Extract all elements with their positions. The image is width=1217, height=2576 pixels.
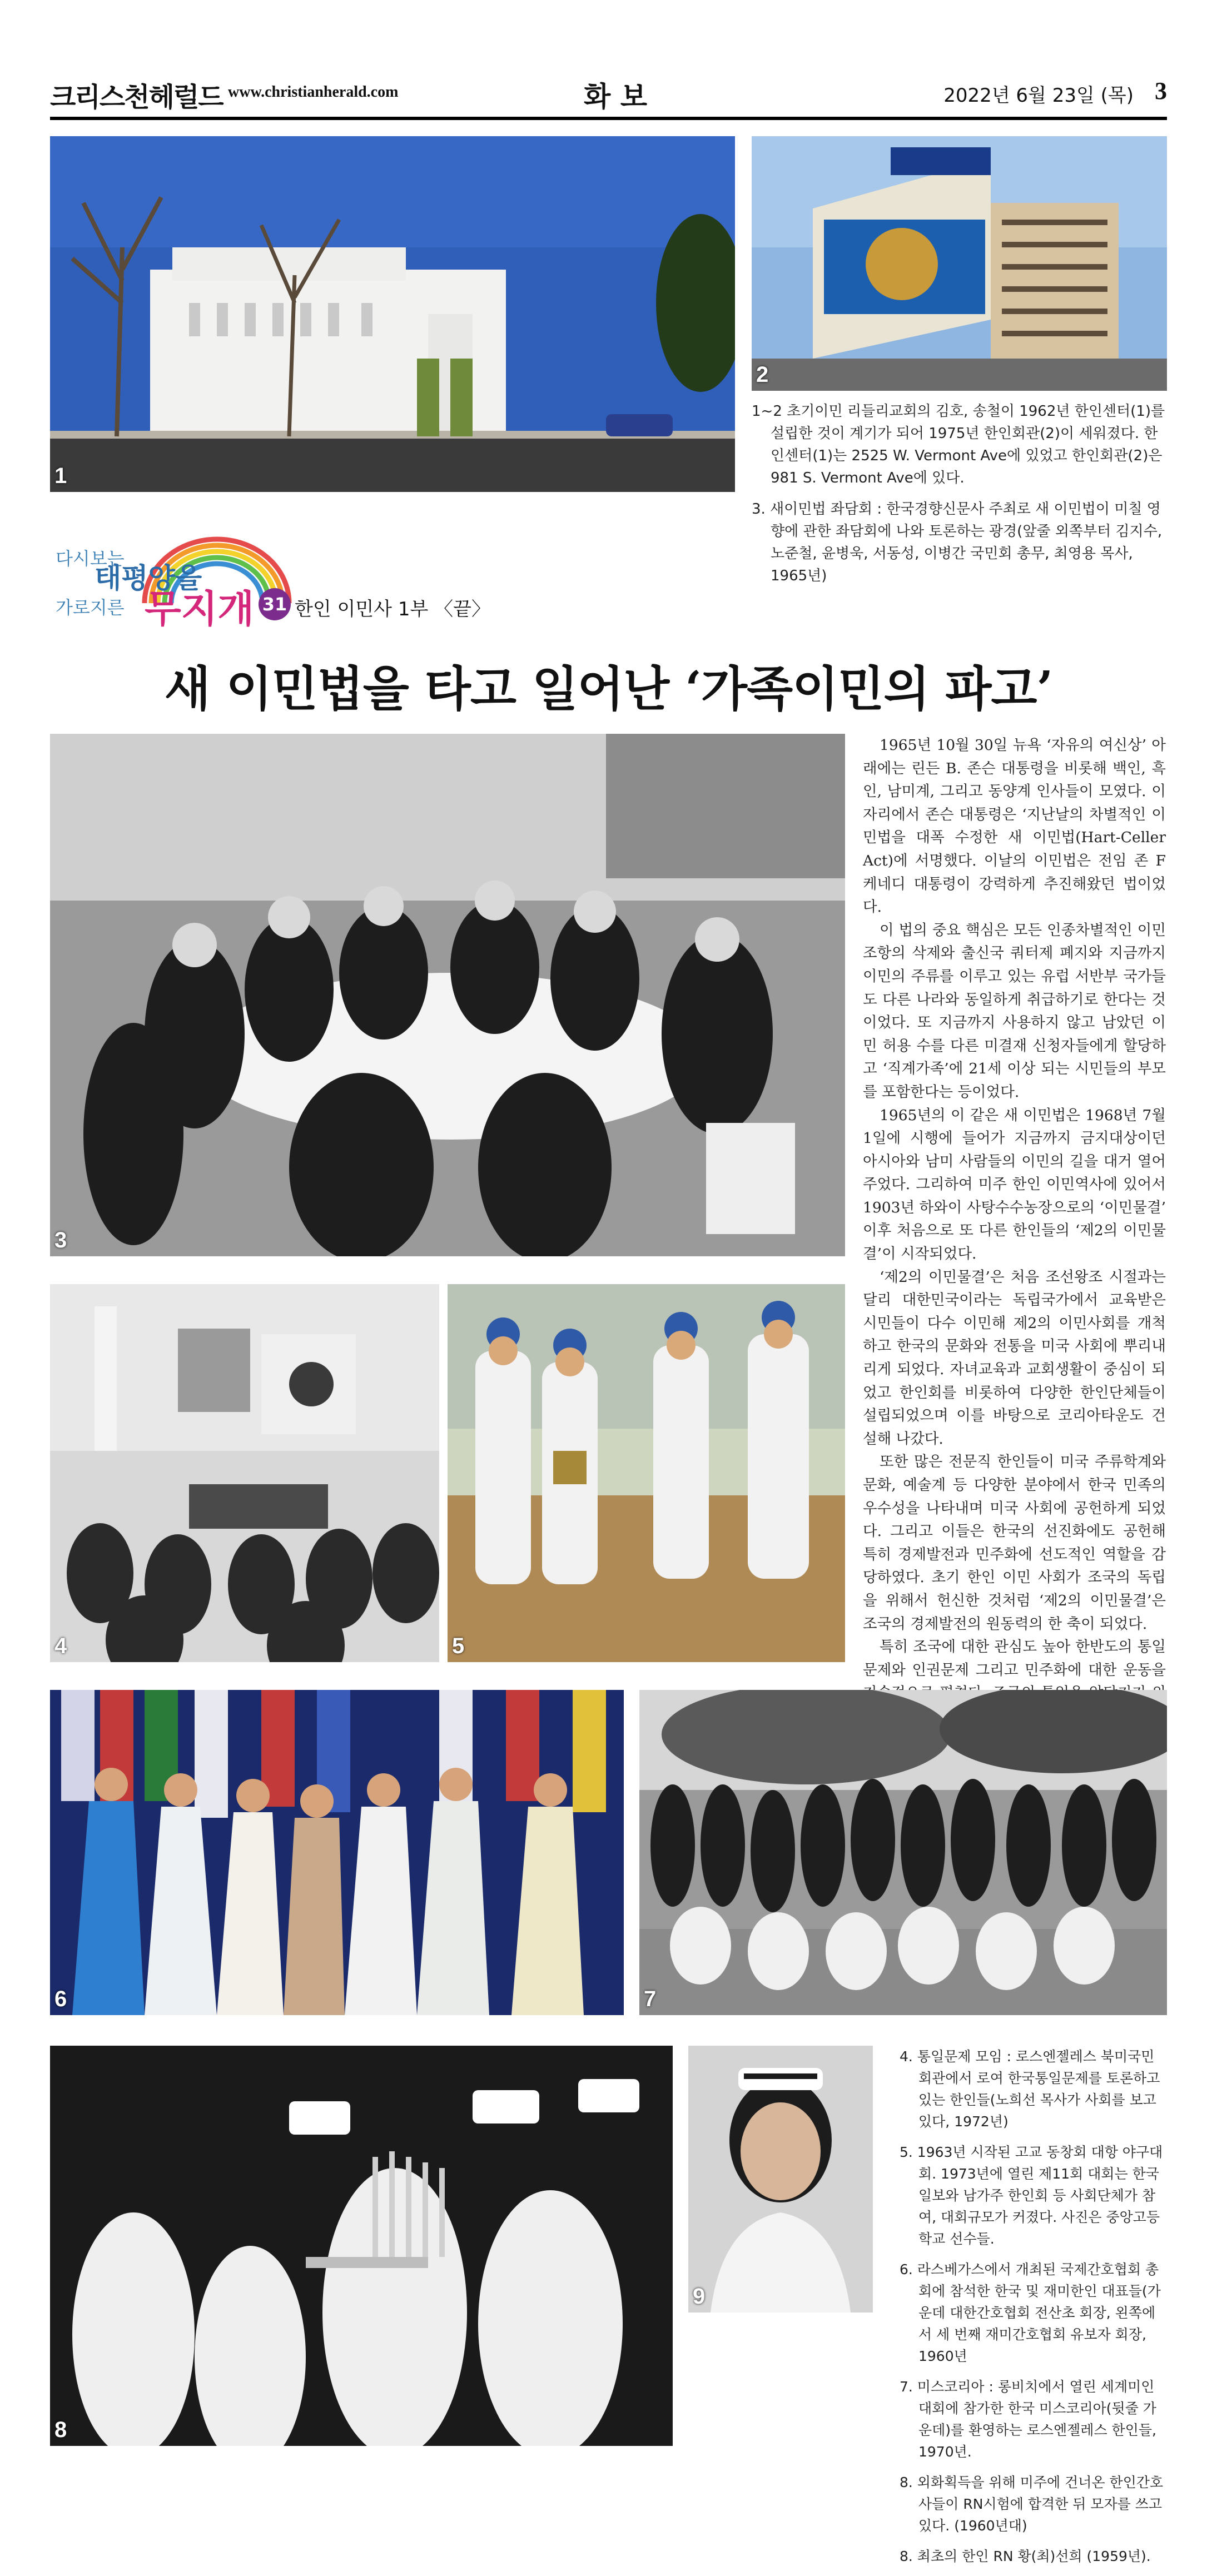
article-body xyxy=(863,734,1166,1797)
body-paragraph: 이 법의 중요 핵심은 모든 인종차별적인 이민조항의 삭제와 출신국 쿼터제 폐지와 지금까지 이민의 주류를 이루고 있는 유럽 서반부 국가들도 다른 나라와 동일하게 취급하기로 한다는 것이었다. 또 지금까지 사용하지 않고 남았던 이민 허용 수를 다른 미결재 신청자들에게 할당하고 ‘직계가족’에 21세 이상 되는 시민들의 부모를 포함한다는 등이었다. xyxy=(863,921,1166,1101)
series-number-badge: 31 xyxy=(259,588,291,620)
series-logo xyxy=(56,534,289,634)
photo-immigration-roundtable xyxy=(50,734,845,1256)
photo-number: 5 xyxy=(452,1634,465,1658)
photo-number: 8 xyxy=(54,2418,67,2442)
caption-5: 5. 1963년 시작된 고교 동창회 대항 야구대회. 1973년에 열린 제11회 대회는 한국일보와 남가주 한인회 등 사회단체가 참여, 대회규모가 커졌다. 사진은 중앙고등학교 선수들. xyxy=(900,2144,1163,2247)
photo-number: 2 xyxy=(756,362,769,387)
photo-first-rn-portrait xyxy=(688,2046,873,2313)
photo-number: 9 xyxy=(693,2284,706,2309)
photo-number: 7 xyxy=(644,1987,657,2011)
photo-nurse-capping xyxy=(50,2046,673,2446)
photo-number: 4 xyxy=(54,1634,67,1658)
bottom-captions xyxy=(900,2046,1166,2576)
body-paragraph: ‘제2의 이민물결’은 처음 조선왕조 시절과는 달리 대한민국이라는 독립국가에서 교육받은 시민들이 다수 이민해 제2의 이민사회를 개척하고 한국의 문화와 전통을 미국 사회에 뿌리내리게 되었다. 자녀교육과 교회생활이 중심이 되었고 한인회를 비롯하여 다양한 한인단체들이 설립되었으며 이를 바탕으로 코리아타운도 건설해 나갔다. xyxy=(863,1268,1166,1448)
photo-number: 3 xyxy=(54,1228,67,1252)
body-paragraph: 특히 조국에 대한 관심도 높아 한반도의 통일문제와 인권문제 그리고 민주화에 대한 운동을 xyxy=(863,1638,1166,1679)
article-headline: 새 이민법을 타고 일어난 ‘가족이민의 파고’ xyxy=(164,661,1053,717)
series-line-1: 다시보는 xyxy=(56,548,125,569)
top-captions xyxy=(752,400,1167,596)
series-subtitle: 한인 이민사 1부 〈끝〉 xyxy=(295,598,490,620)
caption-1-2: 1~2 초기이민 리들리교회의 김호, 송철이 1962년 한인센터(1)를 설립한 것이 계기가 되어 1975년 한인회관(2)이 세워졌다. 한인센터(1)는 2525 W. Vermont Ave에 있었고 한인회관(2)은 981 S. Vermont Ave에 있다. xyxy=(752,403,1165,486)
photo-korean-hall xyxy=(752,136,1167,391)
photo-baseball-players xyxy=(448,1284,845,1662)
caption-4: 4. 통일문제 모임 : 로스엔젤레스 북미국민회관에서 로여 한국통일문제를 토론하고 있는 한인들(노희선 목사가 사회를 보고 있다, 1972년) xyxy=(900,2048,1160,2130)
caption-9: 8. 최초의 한인 RN 황(최)선희 (1959년). xyxy=(900,2548,1151,2564)
page-number: 3 xyxy=(1155,77,1167,105)
caption-3: 3. 새이민법 좌담회 : 한국경향신문사 주최로 새 이민법이 미칠 영향에 관한 좌담회에 나와 토론하는 광경(앞줄 외쪽부터 김지수, 노준철, 윤병욱, 서동성, 이병간 국민회 총무, 최영용 목사, 1965년) xyxy=(752,501,1163,584)
photo-number: 6 xyxy=(54,1987,67,2011)
photo-unification-meeting xyxy=(50,1284,439,1662)
masthead xyxy=(50,71,1167,116)
series-line-3: 가로지른 xyxy=(56,597,125,618)
caption-7: 7. 미스코리아 : 롱비치에서 열린 세계미인대회에 참가한 한국 미스코리아(뒷줄 가운데)를 환영하는 로스엔젤레스 한인들, 1970년. xyxy=(900,2379,1156,2460)
series-rainbow-word: 무지개 xyxy=(145,588,255,631)
newspaper-logo: 크리스천헤럴드 xyxy=(50,82,223,113)
section-title: 화 보 xyxy=(584,80,648,113)
site-url[interactable]: www.christianherald.com xyxy=(228,83,399,101)
body-paragraph: 1965년의 이 같은 새 이민법은 1968년 7월 1일에 시행에 들어가 지금까지 금지대상이던 아시아와 남미 사람들의 이민의 길을 대거 열어 주었다. 그리하여 미주 한인 이민역사에 있어서 1903년 하와이 사탕수수농장으로의 ‘이민물결’ 이후 처음으로 또 다른 한인들의 ‘제2의 이민물결’이 시작되었다. xyxy=(863,1106,1166,1263)
photo-nursing-delegates xyxy=(50,1690,624,2015)
body-paragraph: 1965년 10월 30일 뉴욕 ‘자유의 여신상’ 아래에는 린든 B. 존슨 대통령을 비롯해 백인, 흑인, 남미계, 그리고 동양계 인사들이 모였다. 이 자리에서 존슨 대통령은 ‘지난날의 차별적인 이민법을 대폭 수정한 새 이민법(Hart-Celler Act)에 서명했다. 이날의 이민법은 전임 존 F 케네디 대통령이 강력하게 추진해왔던 법이었다. xyxy=(863,737,1166,916)
photo-miss-korea-welcome xyxy=(639,1690,1167,2015)
series-line-2: 태평양을 xyxy=(95,562,202,594)
caption-6: 6. 라스베가스에서 개최된 국제간호협회 총회에 참석한 한국 및 재미한인 대표들(가운데 대한간호협회 전산초 회장, 왼쪽에서 세 번째 재미간호협회 유보자 회장, 1960년 xyxy=(900,2261,1161,2364)
caption-8: 8. 외화획득을 위해 미주에 건너온 한인간호사들이 RN시험에 합격한 뒤 모자를 쓰고 있다. (1960년대) xyxy=(900,2474,1164,2534)
body-paragraph: 또한 많은 전문직 한인들이 미국 주류학계와 문화, 예술계 등 다양한 분야에서 한국 민족의 우수성을 나타내며 미국 사회에 공헌하게 되었다. 그리고 이들은 한국의 선진화에도 공헌해 특히 경제발전과 민주화에 선도적인 역할을 감당하였다. 초기 한인 이민 사회가 조국의 독립을 위해서 헌신한 것처럼 ‘제2의 이민물결’은 조국의 경제발전의 원동력의 한 축이 되었다. xyxy=(863,1453,1166,1633)
masthead-rule xyxy=(50,117,1167,120)
issue-date: 2022년 6월 23일 (목) xyxy=(943,84,1134,107)
photo-number: 1 xyxy=(54,464,67,488)
photo-korean-center xyxy=(50,136,735,492)
